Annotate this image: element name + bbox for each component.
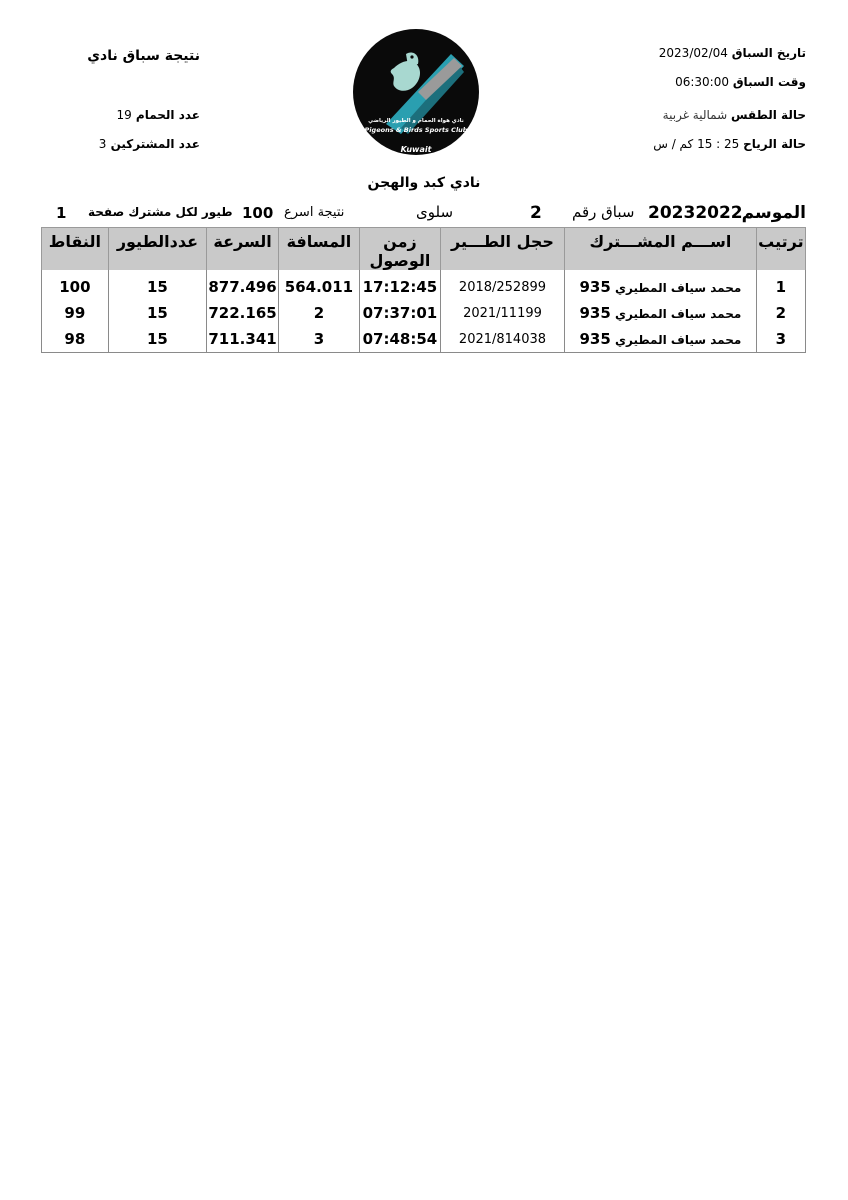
col-header-rank: ترتيب bbox=[756, 228, 805, 271]
cell-arrival: 17:12:45 bbox=[359, 270, 440, 300]
participant-name: محمد سياف المطيري bbox=[615, 333, 742, 347]
participant-name: محمد سياف المطيري bbox=[615, 307, 742, 321]
col-header-participant: اســـم المشـــترك bbox=[565, 228, 757, 271]
fastest-label: نتيجة اسرع bbox=[284, 205, 345, 220]
col-header-points: النقاط bbox=[42, 228, 109, 271]
race-time-label: وقت السباق bbox=[732, 75, 806, 89]
cell-ring: 2021/814038 bbox=[440, 326, 564, 353]
table-row bbox=[42, 326, 806, 353]
page-title: نتيجة سباق نادي bbox=[87, 48, 200, 64]
cell-participant bbox=[565, 270, 757, 300]
race-time-line bbox=[675, 75, 806, 89]
cell-arrival: 07:48:54 bbox=[359, 326, 440, 353]
table-header-row bbox=[42, 228, 806, 271]
cell-birds: 15 bbox=[108, 270, 206, 300]
weather-label: حالة الطقس bbox=[730, 108, 806, 122]
wind-line bbox=[653, 137, 806, 151]
race-number-value: 2 bbox=[530, 203, 542, 223]
race-date-value: 2023/02/04 bbox=[658, 46, 728, 60]
cell-rank: 1 bbox=[756, 270, 805, 300]
col-header-distance: المسافة bbox=[278, 228, 359, 271]
cell-ring: 2018/252899 bbox=[440, 270, 564, 300]
race-location: سلوى bbox=[416, 203, 454, 221]
cell-arrival: 07:37:01 bbox=[359, 300, 440, 326]
cell-points: 98 bbox=[42, 326, 109, 353]
wind-value: 15 : 25 bbox=[697, 137, 740, 151]
table-row bbox=[42, 270, 806, 300]
cell-ring: 2021/11199 bbox=[440, 300, 564, 326]
race-date-line bbox=[659, 46, 806, 60]
cell-speed: 711.341 bbox=[207, 326, 279, 353]
logo-english-text: Pigeons & Birds Sports Club bbox=[364, 126, 468, 134]
cell-speed: 877.496 bbox=[207, 270, 279, 300]
cell-speed: 722.165 bbox=[207, 300, 279, 326]
race-date-label: تاريخ السباق bbox=[731, 46, 806, 60]
cell-participant bbox=[565, 326, 757, 353]
cell-points: 100 bbox=[42, 270, 109, 300]
participant-number: 935 bbox=[579, 304, 611, 322]
participants-count-value: 3 bbox=[98, 137, 107, 151]
col-header-birds: عددالطيور bbox=[108, 228, 206, 271]
participant-name: محمد سياف المطيري bbox=[615, 281, 742, 295]
table-row bbox=[42, 300, 806, 326]
cell-distance: 564.011 bbox=[278, 270, 359, 300]
season-value: 20232022 bbox=[648, 203, 743, 223]
results-table bbox=[41, 227, 806, 353]
participants-count-label: عدد المشتركين bbox=[110, 137, 200, 151]
wind-unit: كم / س bbox=[653, 137, 694, 151]
participants-count-line bbox=[90, 137, 200, 151]
pigeons-count-label: عدد الحمام bbox=[135, 108, 200, 122]
cell-participant bbox=[565, 300, 757, 326]
club-logo bbox=[346, 24, 486, 164]
race-number-label: سباق رقم bbox=[572, 203, 635, 221]
cell-rank: 2 bbox=[756, 300, 805, 326]
pigeons-count-value: 19 bbox=[116, 108, 132, 122]
cell-birds: 15 bbox=[108, 300, 206, 326]
cell-distance: 2 bbox=[278, 300, 359, 326]
per-participant-label: طيور لكل مشترك صفحة bbox=[88, 205, 233, 219]
race-time-value: 06:30:00 bbox=[675, 75, 729, 89]
col-header-speed: السرعة bbox=[207, 228, 279, 271]
wind-label: حالة الرياح bbox=[743, 137, 806, 151]
col-header-arrival: زمن الوصول bbox=[359, 228, 440, 271]
pigeons-count-line bbox=[100, 108, 200, 122]
weather-value: شمالية غربية bbox=[662, 108, 728, 122]
cell-rank: 3 bbox=[756, 326, 805, 353]
cell-birds: 15 bbox=[108, 326, 206, 353]
fastest-value: 100 bbox=[242, 204, 274, 222]
season-label: الموسم bbox=[741, 203, 806, 223]
logo-arabic-text: نادي هواة الحمام و الطيور الرياضي bbox=[368, 118, 464, 124]
participant-number: 935 bbox=[579, 278, 611, 296]
club-name: نادي كبد والهجن bbox=[367, 175, 481, 191]
weather-line bbox=[663, 108, 806, 122]
club-logo-graphic bbox=[346, 24, 486, 164]
cell-distance: 3 bbox=[278, 326, 359, 353]
page-number: 1 bbox=[56, 204, 67, 222]
cell-points: 99 bbox=[42, 300, 109, 326]
col-header-ring: حجل الطـــير bbox=[440, 228, 564, 271]
participant-number: 935 bbox=[579, 330, 611, 348]
logo-country-text: Kuwait bbox=[400, 145, 432, 154]
